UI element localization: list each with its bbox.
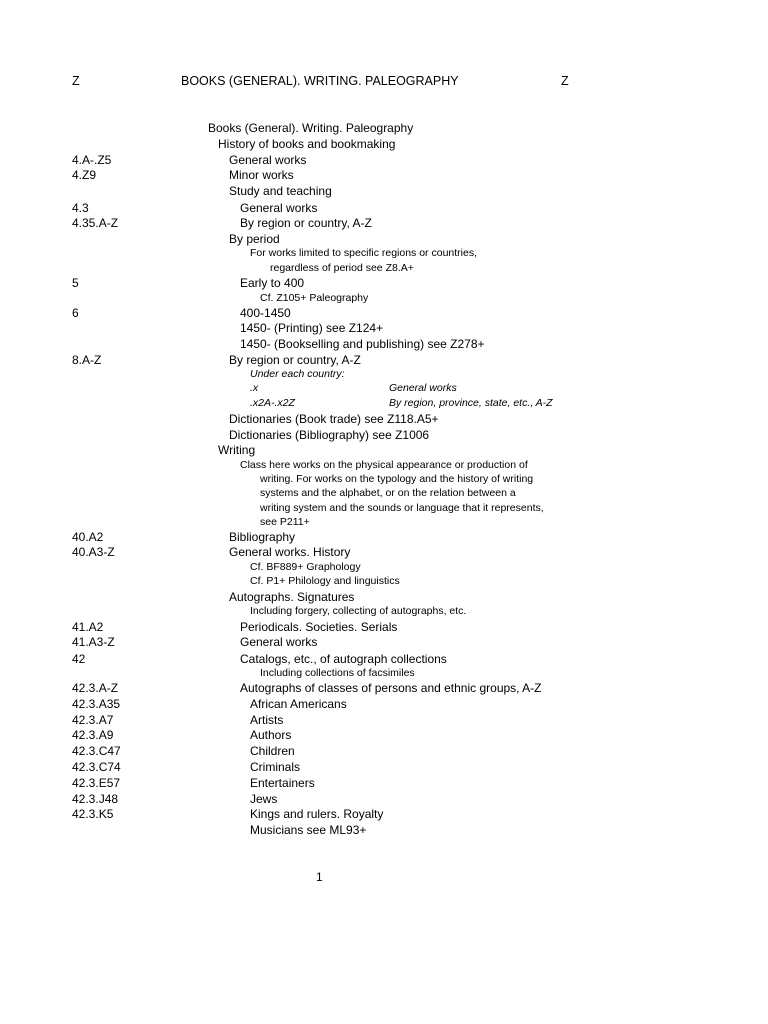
class-number: 4.35.A-Z [72,216,119,230]
entry-caption: Books (General). Writing. Paleography [208,121,414,135]
class-number: 41.A2 [72,620,104,634]
scope-note: see P211+ [260,516,310,528]
scope-note: Cf. Z105+ Paleography [260,292,369,304]
class-number: 40.A3-Z [72,545,115,559]
header-title: BOOKS (GENERAL). WRITING. PALEOGRAPHY [181,74,459,88]
entry-caption: Minor works [229,168,294,182]
entry-caption: General works [229,153,307,167]
class-number: 42 [72,652,86,666]
class-number: 42.3.E57 [72,776,121,790]
entry-caption: Early to 400 [240,276,305,290]
entry-caption: Autographs. Signatures [229,590,355,604]
scope-note: For works limited to specific regions or countries, [250,247,477,259]
entry-caption: Periodicals. Societies. Serials [240,620,398,634]
entry-caption: Catalogs, etc., of autograph collections [240,652,447,666]
entry-caption: General works [240,635,318,649]
class-number: 42.3.C47 [72,744,121,758]
entry-caption: General works [240,201,318,215]
entry-caption: Dictionaries (Bibliography) see Z1006 [229,428,430,442]
class-number: 4.A-.Z5 [72,153,112,167]
entry-caption: Children [250,744,295,758]
cutter-meaning: By region, province, state, etc., A-Z [389,397,553,409]
class-number: 40.A2 [72,530,104,544]
scope-note: systems and the alphabet, or on the relation between a [260,487,516,499]
entry-caption: 1450- (Bookselling and publishing) see Z278+ [240,337,485,351]
entry-caption: Entertainers [250,776,315,790]
scope-note: Including forgery, collecting of autographs, etc. [250,605,467,617]
entry-caption: Criminals [250,760,301,774]
class-number: 5 [72,276,79,290]
entry-caption: Kings and rulers. Royalty [250,807,384,821]
class-number: 42.3.K5 [72,807,114,821]
table-heading: Under each country: [250,368,345,380]
class-number: 4.3 [72,201,89,215]
entry-caption: By period [229,232,280,246]
scope-note: writing. For works on the typology and the history of writing [260,473,534,485]
entry-caption: 400-1450 [240,306,291,320]
scope-note: Class here works on the physical appearance or production of [240,459,528,471]
page-number: 1 [316,870,323,884]
class-number: 6 [72,306,79,320]
see-also-note: Cf. BF889+ Graphology [250,561,361,573]
cutter-notation: .x2A-.x2Z [250,397,295,409]
entry-caption: Study and teaching [229,184,332,198]
class-number: 8.A-Z [72,353,102,367]
entry-caption: Writing [218,443,256,457]
entry-caption: History of books and bookmaking [218,137,396,151]
class-number: 41.A3-Z [72,635,115,649]
cutter-meaning: General works [389,382,457,394]
class-number: 42.3.A-Z [72,681,119,695]
header-class-left: Z [72,74,80,88]
class-number: 42.3.C74 [72,760,121,774]
class-number: 42.3.J48 [72,792,119,806]
class-number: 42.3.A9 [72,728,114,742]
entry-caption: General works. History [229,545,351,559]
scope-note: writing system and the sounds or language that it represents, [260,502,544,514]
entry-caption: Jews [250,792,278,806]
entry-caption: Authors [250,728,292,742]
class-number: 42.3.A7 [72,713,114,727]
scope-note: regardless of period see Z8.A+ [270,262,414,274]
entry-caption: African Americans [250,697,347,711]
class-number: 42.3.A35 [72,697,121,711]
entry-caption: Autographs of classes of persons and ethnic groups, A-Z [240,681,542,695]
entry-caption: Bibliography [229,530,296,544]
entry-caption: Artists [250,713,284,727]
cutter-notation: .x [250,382,259,394]
header-class-right: Z [561,74,569,88]
entry-caption: Dictionaries (Book trade) see Z118.A5+ [229,412,439,426]
entry-caption: 1450- (Printing) see Z124+ [240,321,384,335]
entry-caption: Musicians see ML93+ [250,823,367,837]
class-number: 4.Z9 [72,168,97,182]
see-also-note: Cf. P1+ Philology and linguistics [250,575,400,587]
entry-caption: By region or country, A-Z [229,353,361,367]
scope-note: Including collections of facsimiles [260,667,415,679]
entry-caption: By region or country, A-Z [240,216,372,230]
